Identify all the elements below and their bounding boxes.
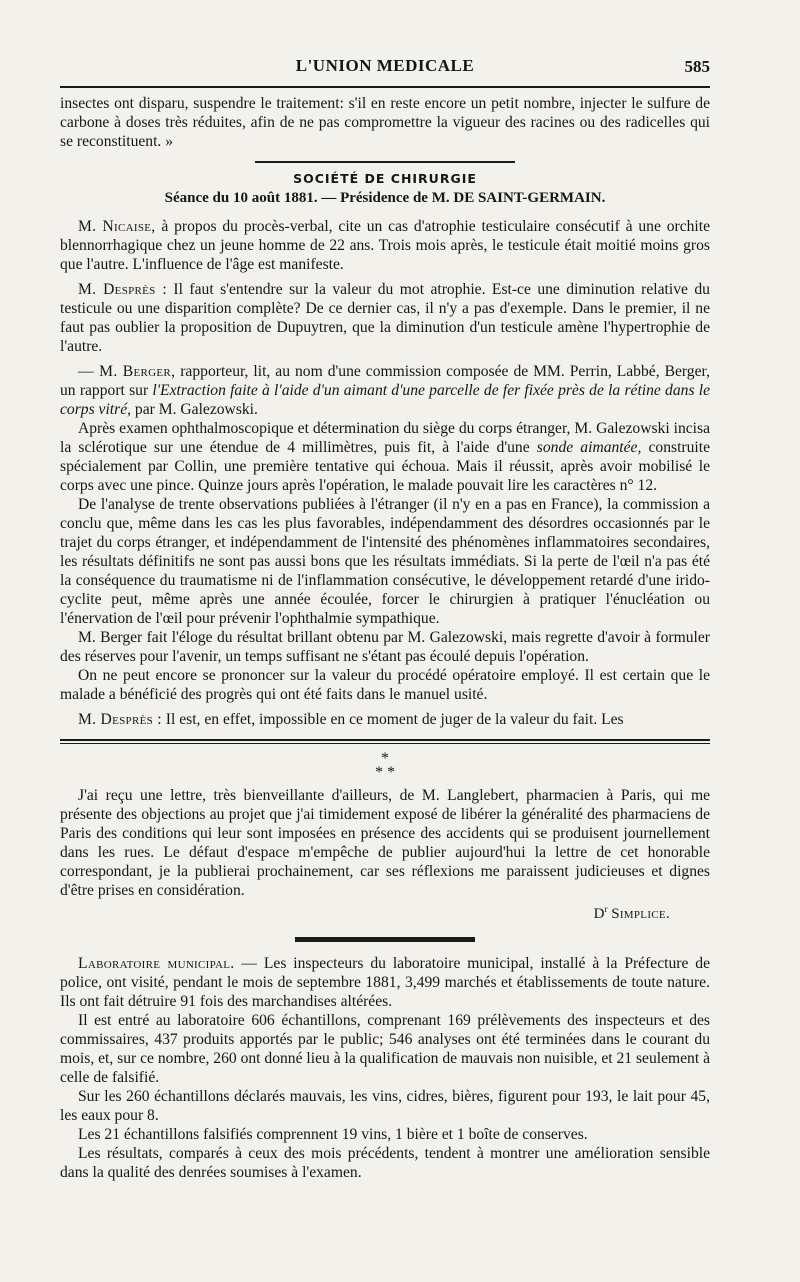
paragraph-text: à propos du procès-verbal, cite un cas d'atrophie testiculaire consécutif à une orchite blennorrhagique chez un jeune homme de 22 ans. Trois mois après, le testicule était moitié moins gros que l'autre. L'influence de l'âge est manifeste. bbox=[60, 218, 710, 273]
labo-paragraph-4: Les 21 échantillons falsifiés comprennent 19 vins, 1 bière et 1 boîte de conserves. bbox=[78, 1126, 588, 1143]
asterism bbox=[60, 752, 710, 780]
section-title: SOCIÉTÉ DE CHIRURGIE bbox=[293, 171, 477, 186]
paragraph-procede: On ne peut encore se prononcer sur la valeur du procédé opératoire employé. Il est certain que le malade a bénéficié des progrès qui ont été faits dans le manuel usité. bbox=[60, 667, 710, 703]
paragraph-analyse: De l'analyse de trente observations publiées à l'étranger (il n'y en a pas en France), la commission a conclu que, même dans les cas les plus favorables, indépendamment des désordres occasionnés par le trajet du corps étranger, et indépendamment de l'intensité des phénomènes inflammatoires secondaires, les résultats définitifs ne sont pas aussi bons que les résultats immédiats. Si la perte de l'œil n'a pas été la conséquence du traumatisme ni de l'inflammation consécutive, le développement retardé d'une irido-cyclite peut, même après une année écoulée, forcer le chirurgien à pratiquer l'énucléation ou l'énervation de l'œil pour prévenir l'ophthalmie sympathique. bbox=[60, 496, 710, 627]
journal-page bbox=[60, 48, 710, 1182]
seance-line: Séance du 10 août 1881. — Présidence de M. DE SAINT-GERMAIN. bbox=[164, 190, 606, 206]
paragraph-despres-1 bbox=[60, 280, 710, 356]
asterism-top: * bbox=[381, 750, 389, 767]
intro-paragraph: insectes ont disparu, suspendre le traitement: s'il en reste encore un petit nombre, injecter le sulfure de carbone à doses très réduites, afin de ne pas compromettre la vigueur des racines ou des radicelles qui se reconstituent. » bbox=[60, 95, 710, 150]
page-header bbox=[60, 48, 710, 82]
section-divider bbox=[255, 161, 515, 163]
labo-paragraph-1 bbox=[60, 954, 710, 1011]
page-number: 585 bbox=[684, 57, 710, 76]
italic-term: sonde aimantée, bbox=[536, 439, 642, 456]
column-break-rule bbox=[60, 739, 710, 744]
labo-paragraph-2: Il est entré au laboratoire 606 échantillons, comprenant 169 prélèvements des inspecteurs et des commissaires, 437 produits apportés par le public; 546 analyses ont été terminées dans le courant du mois, et, sur ce nombre, 260 ont donné lieu à la qualification de mauvais non nuisible, et 21 seulement à celle de falsifié. bbox=[60, 1012, 711, 1086]
letter-paragraph: J'ai reçu une lettre, très bienveillante d'ailleurs, de M. Langlebert, pharmacien à Paris, qui me présente des objections au projet que j'ai timidement exposé de libérer la généralité des pharmaciens de Paris des conditions qui leur sont imposées en présence des accidents qui se produisent journellement dans les rues. Le défaut d'espace m'empêche de publier aujourd'hui la lettre de cet honorable correspondant, je la publierai prochainement, car ses réflexions me paraissent judicieuses et dignes d'être prises en considération. bbox=[60, 787, 710, 899]
header-rule bbox=[60, 86, 710, 88]
paragraph-text: par M. Galezowski. bbox=[131, 401, 258, 418]
speaker-name: M. Desprès : bbox=[78, 711, 162, 728]
paragraph-text: rapporteur, lit, au nom d'une commission composée de MM. Perrin, Labbé, Berger, un rapport sur bbox=[60, 363, 710, 399]
speaker-name: M. Nicaise, bbox=[78, 218, 156, 235]
paragraph-text: Après examen ophthalmoscopique et détermination du siège du corps étranger, M. Galezowski incisa la sclérotique sur une étendue de 4 millimètres, puis fit, à l'aide d'une bbox=[60, 420, 710, 456]
paragraph-text: Il faut s'entendre sur la valeur du mot atrophie. Est-ce une diminution relative du testicule ou une disparition complète? De ce dernier cas, il n'y a pas d'exemple. Dans le premier, il ne faut pas oublier la proposition de Dupuytren, que la diminution d'un testicule amène l'hypertrophie de l'autre. bbox=[60, 281, 710, 355]
signature-name: Simplice. bbox=[611, 906, 670, 922]
labo-paragraph-5: Les résultats, comparés à ceux des mois précédents, tendent à montrer une amélioration sensible dans la qualité des denrées soumises à l'examen. bbox=[60, 1145, 710, 1181]
speaker-name: — M. Berger, bbox=[78, 363, 176, 380]
paragraph-text: construite spécialement par Collin, une première tentative qui échoua. Mais il réussit, après avoir mobilisé le corps avec une pince. Quinze jours après l'opération, le malade pouvait lire les caractères n° 12. bbox=[60, 439, 710, 494]
paragraph-text: — Les inspecteurs du laboratoire municipal, installé à la Préfecture de police, ont visité, pendant le mois de septembre 1881, 3,499 marchés et établissements de toute nature. Ils ont fait détruire 91 fois des marchandises altérées. bbox=[60, 955, 710, 1010]
paragraph-text: Il est, en effet, impossible en ce moment de juger de la valeur du fait. Les bbox=[161, 711, 624, 728]
paragraph-examen bbox=[60, 419, 710, 495]
report-title: l'Extraction faite à l'aide d'un aimant d'une parcelle de fer fixée près de la rétine dans le corps vitré, bbox=[60, 382, 710, 418]
paragraph-eloge: M. Berger fait l'éloge du résultat brillant obtenu par M. Galezowski, mais regrette d'avoir à formuler des réserves pour l'avenir, un temps suffisant ne s'étant pas écoulé depuis l'opération. bbox=[60, 629, 710, 665]
signature-sup: r bbox=[604, 904, 608, 914]
article-divider bbox=[295, 937, 475, 942]
labo-paragraph-3: Sur les 260 échantillons déclarés mauvais, les vins, cidres, bières, figurent pour 193, le lait pour 45, les eaux pour 8. bbox=[60, 1088, 710, 1124]
running-title: L'UNION MEDICALE bbox=[295, 56, 475, 75]
asterism-bottom: * * bbox=[375, 764, 395, 781]
signature-prefix: D bbox=[593, 906, 605, 922]
speaker-name: M. Desprès : bbox=[78, 281, 167, 298]
paragraph-despres-2 bbox=[60, 710, 710, 729]
paragraph-berger-report bbox=[60, 362, 710, 419]
article-heading: Laboratoire municipal. bbox=[78, 955, 235, 972]
paragraph-nicaise bbox=[60, 217, 710, 274]
signature bbox=[60, 904, 710, 923]
